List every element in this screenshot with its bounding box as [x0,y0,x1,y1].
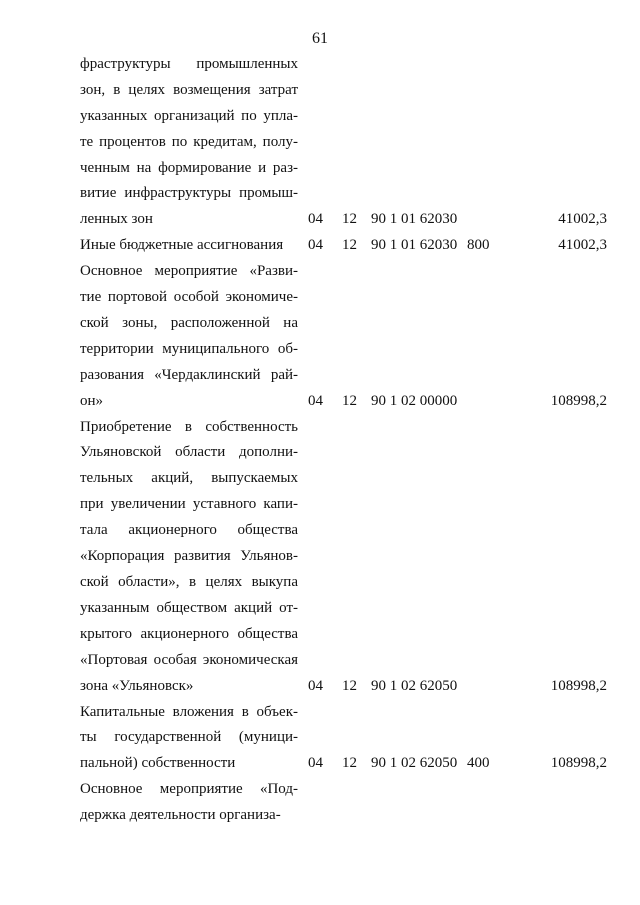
description-line: ской зоны, расположенной на [80,314,298,331]
description-line: «Портовая особая экономическая [80,651,298,668]
amount: 41002,3 [558,237,607,254]
description-line: зона «Ульяновск» [80,677,194,694]
description-line: указанным обществом акций от- [80,599,298,616]
row-description [80,700,298,778]
description-line: Основное мероприятие «Разви- [80,263,298,280]
section-code: 04 [308,237,323,254]
amount: 41002,3 [558,211,607,228]
target-article-code: 90 1 02 62050 [371,755,458,772]
description-line: Иные бюджетные ассигнования [80,237,284,254]
row-description [80,233,298,259]
description-line: витие инфраструктуры промыш- [80,185,298,202]
description-line: зон, в целях возмещения затрат [80,81,298,98]
expense-type-code: 400 [467,755,490,772]
section-code: 04 [308,755,323,772]
description-line: он» [80,392,104,409]
description-line: Приобретение в собственность [80,418,298,435]
subsection-code: 12 [342,211,357,228]
subsection-code: 12 [342,755,357,772]
target-article-code: 90 1 02 00000 [371,392,458,409]
description-line: тельных акций, выпускаемых [80,470,298,487]
row-description [80,415,298,700]
description-line: Капитальные вложения в объек- [80,703,298,720]
description-line: территории муниципального об- [80,340,298,357]
row-description [80,259,298,414]
target-article-code: 90 1 01 62030 [371,237,458,254]
amount: 108998,2 [550,755,607,772]
description-line: Основное мероприятие «Под- [80,781,298,798]
description-line: фраструктуры промышленных [80,56,298,72]
section-code: 04 [308,392,323,409]
expense-type-code: 800 [467,237,490,254]
section-code: 04 [308,211,323,228]
row-description [80,777,298,829]
description-line: Ульяновской области дополни- [80,444,298,461]
section-code: 04 [308,677,323,694]
row-description [80,52,298,233]
description-line: «Корпорация развития Ульянов- [80,548,298,565]
subsection-code: 12 [342,237,357,254]
description-line: ты государственной (муници- [80,729,298,746]
amount: 108998,2 [550,392,607,409]
amount: 108998,2 [550,677,607,694]
subsection-code: 12 [342,392,357,409]
description-line: указанных организаций по упла- [80,107,298,124]
page-number: 61 [312,30,328,47]
description-line: держка деятельности организа- [80,807,281,824]
target-article-code: 90 1 02 62050 [371,677,458,694]
description-line: при увеличении уставного капи- [80,496,298,513]
description-line: крытого акционерного общества [80,625,298,642]
description-line: тала акционерного общества [80,522,298,539]
description-line: те процентов по кредитам, полу- [80,133,298,150]
description-line: ченным на формирование и раз- [80,159,298,176]
subsection-code: 12 [342,677,357,694]
description-line: тие портовой особой экономиче- [80,289,298,306]
description-line: ской области», в целях выкупа [80,573,298,590]
description-line: пальной) собственности [80,755,236,772]
target-article-code: 90 1 01 62030 [371,211,458,228]
description-line: разования «Чердаклинский рай- [80,366,298,383]
description-line: ленных зон [80,211,153,228]
